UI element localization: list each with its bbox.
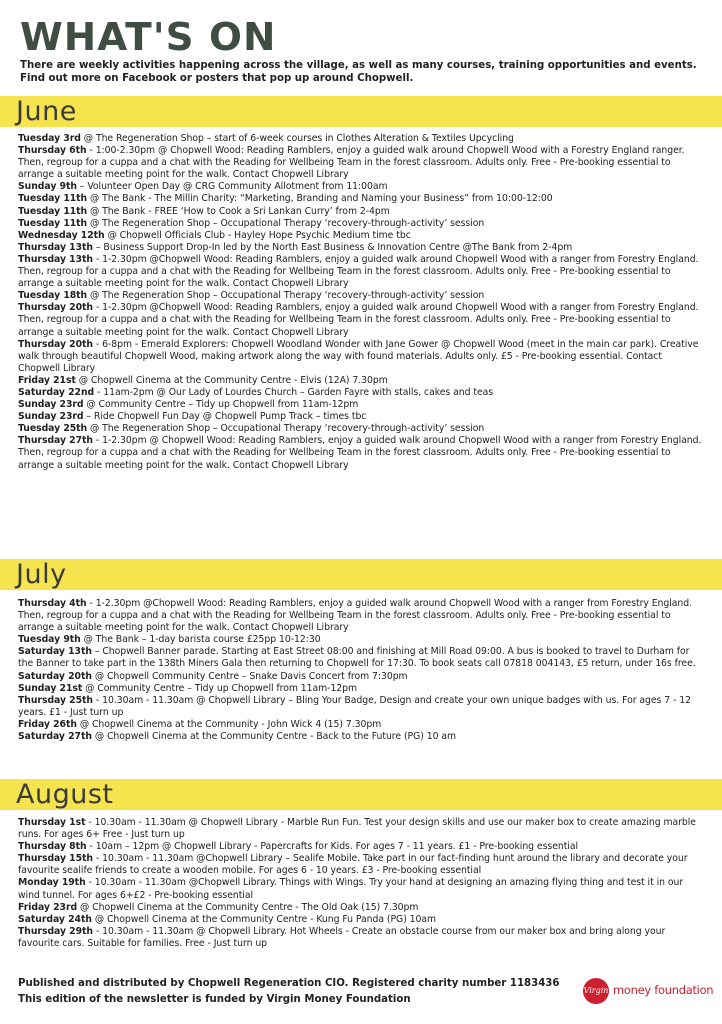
event-description: @ The Regeneration Shop – Occupational Therapy ‘recovery-through-activity’ session — [87, 423, 485, 435]
event-date: Tuesday 11th — [18, 193, 88, 205]
event-item — [18, 302, 704, 338]
event-description: @ Community Centre – Tidy up Chopwell from 11am-12pm — [82, 682, 358, 694]
event-item — [18, 671, 704, 683]
event-description: @ Chopwell Cinema at the Community - John Wick 4 (15) 7.30pm — [76, 718, 382, 730]
event-date: Saturday 22nd — [18, 386, 95, 398]
event-item — [18, 254, 704, 290]
event-description: @ The Bank – 1-day barista course £25pp 10-12:30 — [80, 634, 321, 646]
footer-publisher: Published and distributed by Chopwell Regeneration CIO. Registered charity number 1183436 — [18, 978, 560, 989]
event-date: Friday 23rd — [18, 901, 78, 913]
event-description: – Ride Chopwell Fun Day @ Chopwell Pump Track – times tbc — [83, 411, 367, 423]
event-item — [18, 218, 704, 230]
event-description: - 1-2.30pm @Chopwell Wood: Reading Ramblers, enjoy a guided walk around Chopwell Wood with a ranger from Forestry England. Then, regroup for a cuppa and a chat with the Reading for Wellbeing Team in the forest classroom. Adults only. Free - Pre-booking essential to arrange a suitable meeting point for the walk. Contact Chopwell Library — [18, 253, 699, 290]
event-date: Tuesday 11th — [18, 217, 88, 229]
event-item — [18, 841, 704, 853]
event-item — [18, 411, 704, 423]
event-item — [18, 242, 704, 254]
virgin-badge-icon: Virgin — [583, 978, 609, 1004]
event-item — [18, 731, 704, 743]
event-date: Tuesday 3rd — [18, 133, 81, 144]
event-item — [18, 399, 704, 411]
event-description: @ Chopwell Community Centre – Snake Davis Concert from 7:30pm — [91, 670, 408, 682]
event-item — [18, 695, 704, 719]
logo-name: money foundation — [613, 983, 714, 997]
event-date: Sunday 9th — [18, 181, 77, 193]
event-item — [18, 914, 704, 926]
footer-funding: This edition of the newsletter is funded by Virgin Money Foundation — [18, 993, 411, 1005]
event-description: - 10am – 12pm @ Chopwell Library - Papercrafts for Kids. For ages 7 - 11 years. £1 - Pre-booking essential — [86, 841, 579, 853]
event-description: - 1-2.30pm @Chopwell Wood: Reading Ramblers, enjoy a guided walk around Chopwell Wood with a ranger from Forestry England. Then, regroup for a cuppa and a chat with the Reading for Wellbeing Team in the forest classroom. Adults only. Free - Pre-booking essential to arrange a suitable meeting point for the walk. Contact Chopwell Library — [18, 302, 699, 338]
event-description: - 1-2.30pm @ Chopwell Wood: Reading Ramblers, enjoy a guided walk around Chopwell Wood with a ranger from Forestry England. Then, regroup for a cuppa and a chat with the Reading for Wellbeing Team in the forest classroom. Adults only. Free - Pre-booking essential to arrange a suitable meeting point for the walk. Contact Chopwell Library — [18, 435, 702, 471]
event-date: Thursday 25th — [18, 694, 93, 706]
event-item — [18, 926, 704, 950]
event-date: Saturday 20th — [18, 670, 92, 682]
event-description: - 10.30am - 11.30am @ Chopwell Library – Bling Your Badge, Design and create your own unique badges with us. For ages 7 - 12 years. £1 - Just turn up — [18, 694, 691, 718]
event-description: @ Chopwell Cinema at the Community Centre - The Old Oak (15) 7.30pm — [77, 901, 419, 913]
month-heading: July — [16, 559, 67, 590]
event-date: Thursday 4th — [18, 598, 87, 609]
event-description: - 11am-2pm @ Our Lady of Lourdes Church – Garden Fayre with stalls, cakes and teas — [94, 386, 494, 398]
event-item — [18, 817, 704, 841]
event-item — [18, 375, 704, 387]
event-description: - 10.30am - 11.30am @ Chopwell Library - Marble Run Fun. Test your design skills and use our maker box to create amazing marble runs. For ages 6+ Free - Just turn up — [18, 817, 696, 841]
event-date: Thursday 20th — [18, 338, 93, 350]
month-heading: June — [16, 96, 77, 127]
event-date: Tuesday 9th — [18, 634, 81, 646]
event-list-august — [18, 817, 704, 950]
event-item — [18, 423, 704, 435]
event-description: - 1-2.30pm @Chopwell Wood: Reading Ramblers, enjoy a guided walk around Chopwell Wood with a ranger from Forestry England. Then, regroup for a cuppa and a chat with the Reading for Wellbeing Team in the forest classroom. Adults only. Free - Pre-booking essential to arrange a suitable meeting point for the walk. Contact Chopwell Library — [18, 598, 693, 634]
event-date: Thursday 6th — [18, 145, 87, 157]
event-description: - 10.30am - 11.30am @Chopwell Library – Sealife Mobile. Take part in our fact-finding hunt around the library and decorate your favourite sealife friends to create a wooden mobile. For ages 6 - 10 years. £3 - Pre-booking essential — [18, 853, 688, 877]
event-date: Thursday 13th — [18, 253, 93, 265]
intro-text: There are weekly activities happening across the village, as well as many courses, training opportunities and events. Find out more on Facebook or posters that pop up around Chopwell. — [20, 60, 697, 84]
event-description: @ Chopwell Cinema at the Community Centre - Back to the Future (PG) 10 am — [91, 731, 457, 743]
event-date: Friday 21st — [18, 374, 76, 386]
event-item — [18, 902, 704, 914]
event-date: Tuesday 25th — [18, 423, 88, 435]
event-description: @ The Bank - The Millin Charity: “Marketing, Branding and Naming your Business” from 10:00-12:00 — [87, 193, 553, 205]
event-item — [18, 133, 704, 145]
event-description: @ Chopwell Cinema at the Community Centre - Elvis (12A) 7.30pm — [75, 374, 388, 386]
event-date: Thursday 1st — [18, 817, 86, 828]
event-date: Thursday 27th — [18, 435, 93, 447]
event-date: Saturday 24th — [18, 913, 92, 925]
event-description: @ Chopwell Cinema at the Community Centre - Kung Fu Panda (PG) 10am — [91, 913, 437, 925]
event-description: @ The Regeneration Shop – Occupational Therapy ‘recovery-through-activity’ session — [87, 217, 485, 229]
event-date: Tuesday 18th — [18, 290, 88, 302]
event-date: Wednesday 12th — [18, 229, 105, 241]
page-title: WHAT'S ON — [20, 15, 277, 59]
event-date: Saturday 27th — [18, 731, 92, 743]
event-date: Thursday 8th — [18, 841, 87, 853]
event-item — [18, 646, 704, 670]
event-description: @ The Bank - FREE ‘How to Cook a Sri Lankan Curry’ from 2-4pm — [87, 205, 390, 217]
event-date: Thursday 15th — [18, 853, 93, 865]
month-band-july — [0, 559, 722, 590]
event-description: - 10.30am - 11.30am @Chopwell Library. Things with Wings. Try your hand at designing an amazing flying thing and test it in our wind tunnel. For ages 6+£2 - Pre-booking essential — [18, 877, 684, 901]
event-description: – Chopwell Banner parade. Starting at East Street 08:00 and finishing at Mill Road 09:00. A bus is booked to travel to Durham for the Banner to take part in the 138th Miners Gala then returning to Chopwell for 17:30. To book seats call 07818 004143, £5 return, under 16s free. — [18, 646, 696, 670]
event-item — [18, 435, 704, 471]
event-item — [18, 719, 704, 731]
event-list-june — [18, 133, 704, 472]
virgin-money-foundation-logo-icon — [583, 976, 713, 1006]
event-item — [18, 193, 704, 205]
event-description: @ The Regeneration Shop – start of 6-week courses in Clothes Alteration & Textiles Upcycling — [80, 133, 514, 144]
event-date: Thursday 20th — [18, 302, 93, 314]
event-item — [18, 230, 704, 242]
event-description: @ The Regeneration Shop – Occupational Therapy ‘recovery-through-activity’ session — [87, 290, 485, 302]
footer — [18, 976, 578, 1007]
event-description: – Business Support Drop-In led by the North East Business & Innovation Centre @The Bank from 2-4pm — [93, 241, 573, 253]
event-item — [18, 206, 704, 218]
event-item — [18, 145, 704, 181]
event-item — [18, 339, 704, 375]
event-description: @ Chopwell Officials Club - Hayley Hope Psychic Medium time tbc — [104, 229, 411, 241]
event-date: Sunday 23rd — [18, 399, 84, 411]
event-item — [18, 877, 704, 901]
event-item — [18, 290, 704, 302]
event-description: @ Community Centre – Tidy up Chopwell from 11am-12pm — [83, 399, 359, 411]
event-date: Tuesday 11th — [18, 205, 88, 217]
event-item — [18, 853, 704, 877]
event-date: Monday 19th — [18, 877, 86, 889]
event-description: - 10.30am - 11.30am @ Chopwell Library. Hot Wheels - Create an obstacle course from our maker box and bring along your favourite cars. Suitable for families. Free - Just turn up — [18, 925, 666, 949]
event-date: Friday 26th — [18, 718, 77, 730]
event-date: Thursday 29th — [18, 925, 93, 937]
month-heading: August — [16, 779, 114, 810]
event-date: Saturday 13th — [18, 646, 92, 658]
event-item — [18, 598, 704, 634]
event-item — [18, 181, 704, 193]
event-date: Sunday 23rd — [18, 411, 84, 423]
event-list-july — [18, 598, 704, 743]
event-description: - 1:00-2.30pm @ Chopwell Wood: Reading Ramblers, enjoy a guided walk around Chopwell Wood with a Forestry England ranger. Then, regroup for a cuppa and a chat with the Reading for Wellbeing Team in the forest classroom. Adults only. Free - Pre-booking essential to arrange a suitable meeting point for the walk. Contact Chopwell Library — [18, 145, 685, 181]
event-date: Thursday 13th — [18, 241, 93, 253]
month-band-june — [0, 96, 722, 127]
event-item — [18, 387, 704, 399]
event-description: - 6-8pm - Emerald Explorers: Chopwell Woodland Wonder with Jane Gower @ Chopwell Wood (meet in the main car park). Creative walk through beautiful Chopwell Wood, making artwork along the way with found materials. Adults only. £5 - Pre-booking essential. Contact Chopwell Library — [18, 338, 699, 374]
event-item — [18, 683, 704, 695]
event-description: – Volunteer Open Day @ CRG Community Allotment from 11:00am — [76, 181, 388, 193]
event-item — [18, 634, 704, 646]
month-band-august — [0, 779, 722, 810]
event-date: Sunday 21st — [18, 682, 83, 694]
